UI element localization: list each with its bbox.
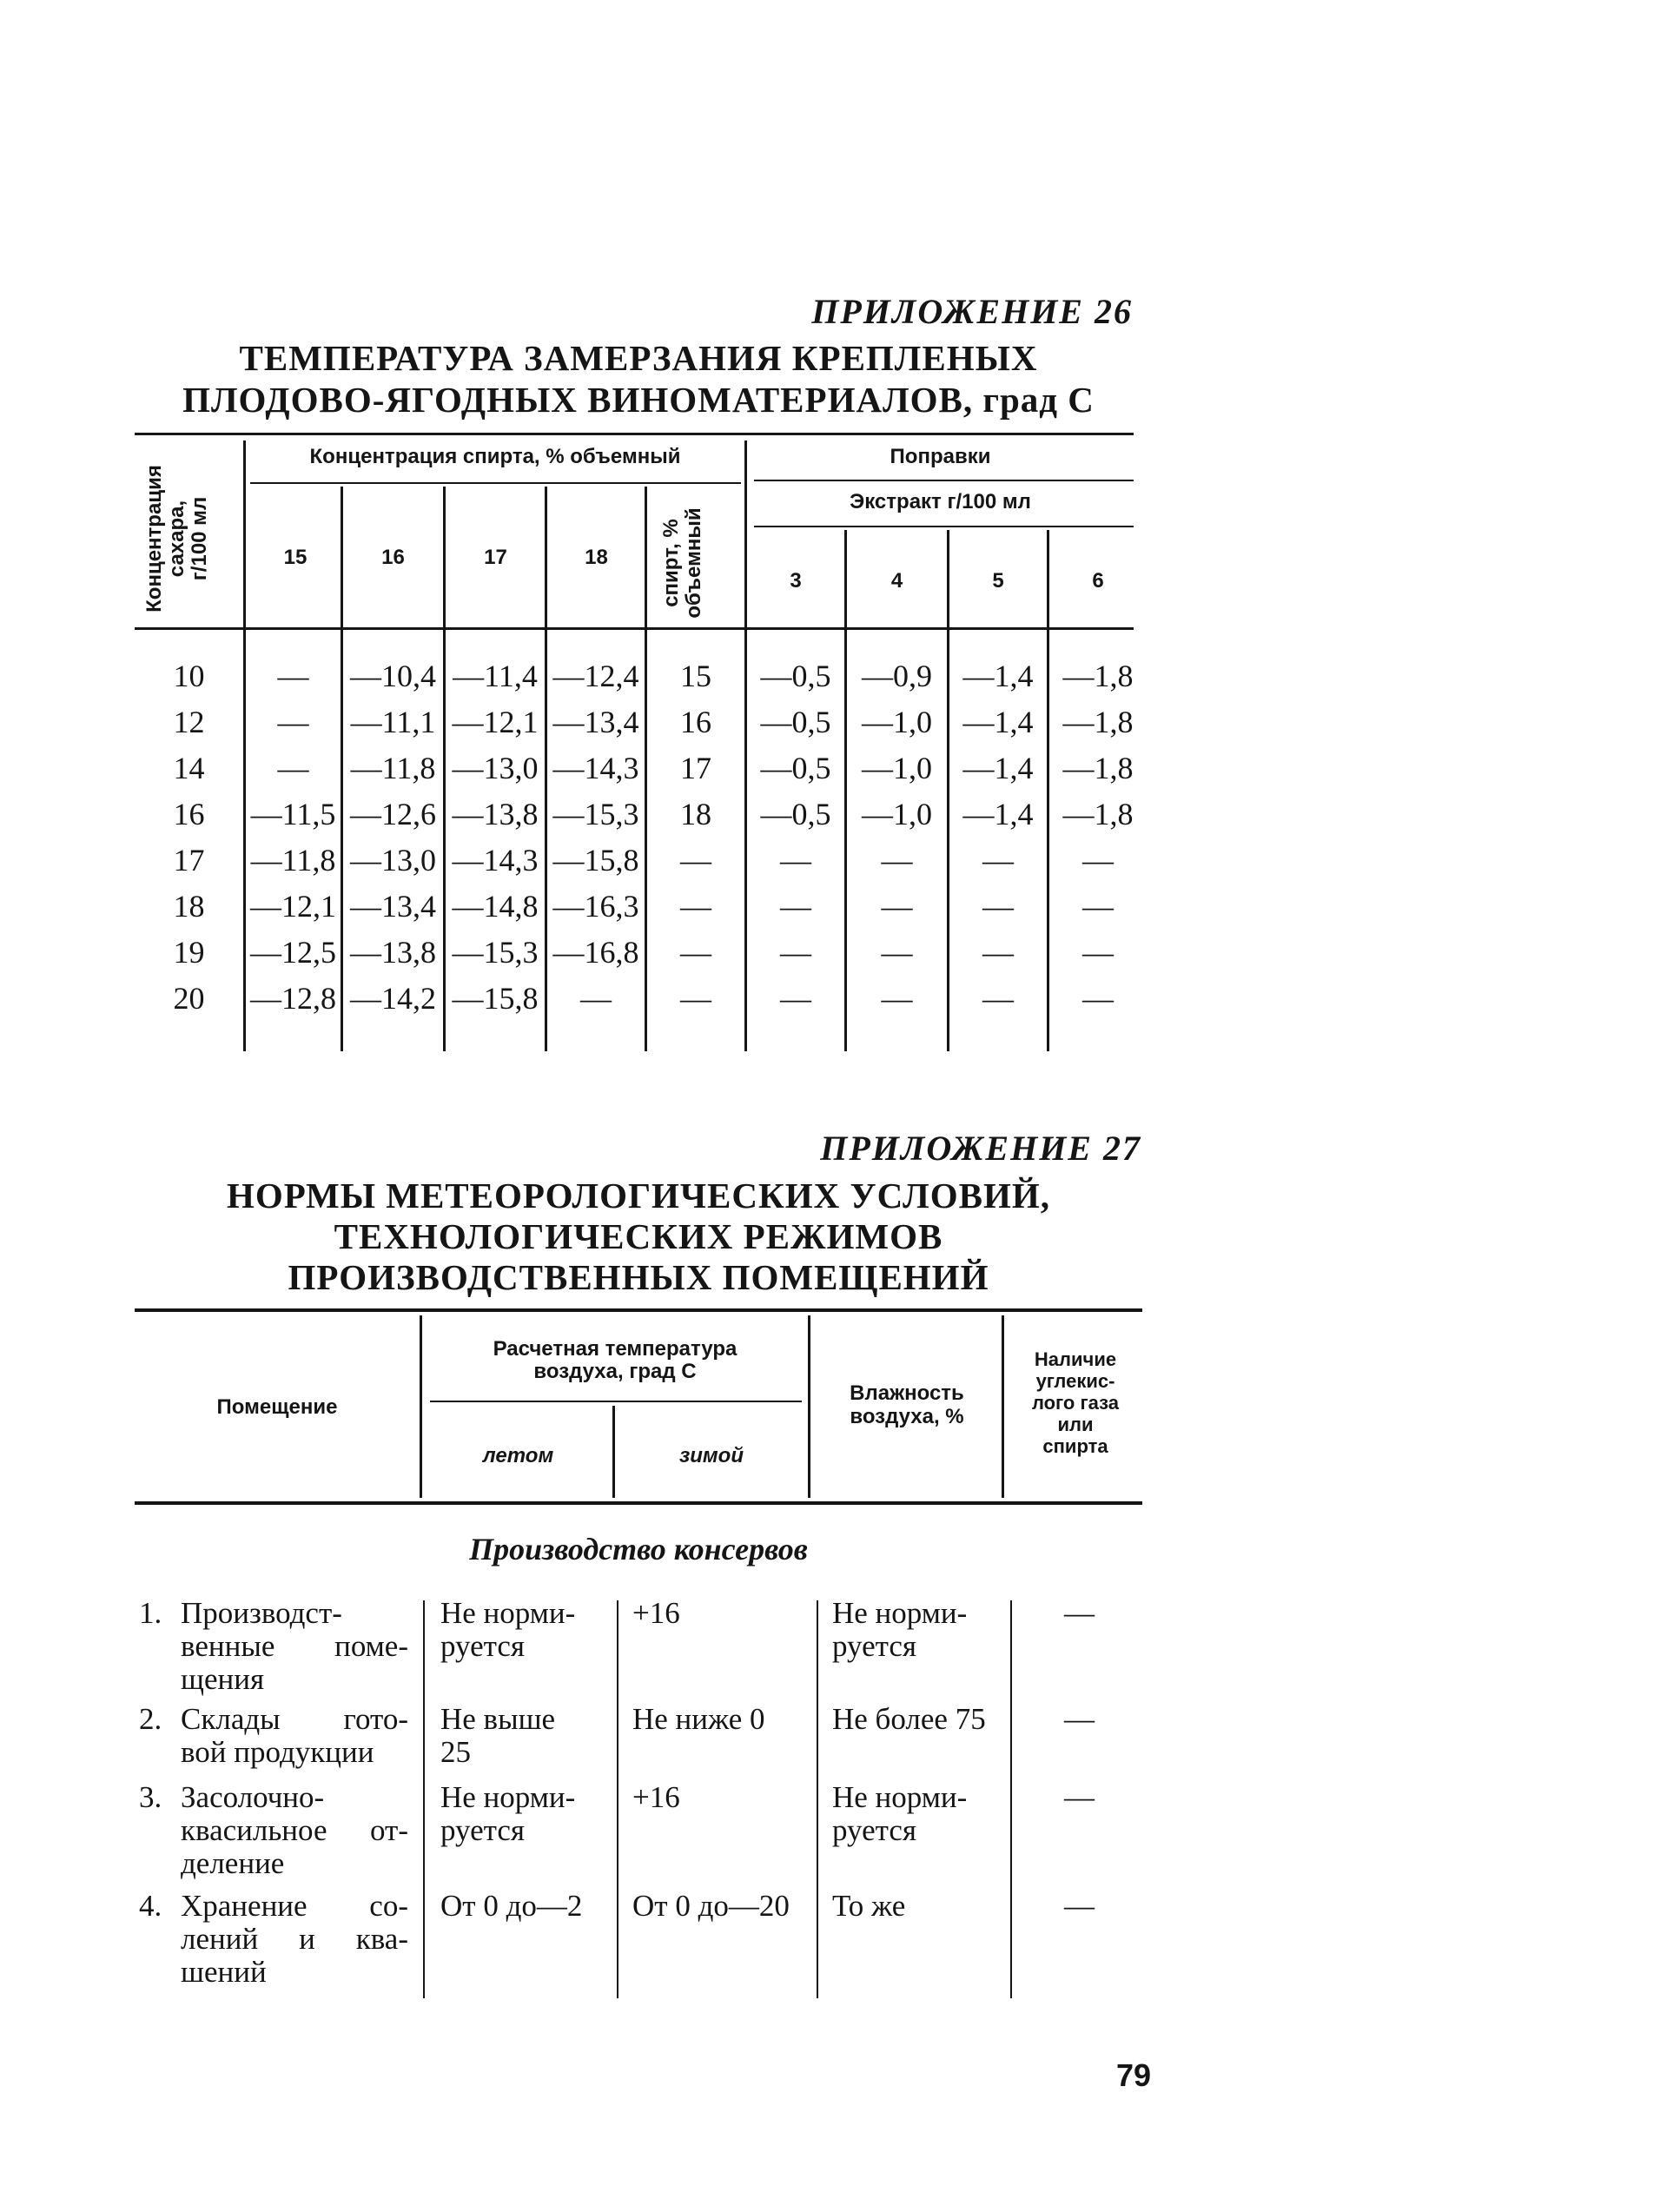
table-cell: —12,1	[452, 705, 539, 739]
room-name-cell	[181, 1703, 408, 1769]
temperature-header: Расчетная температура воздуха, град С	[493, 1337, 737, 1383]
table-cell: —	[780, 981, 811, 1016]
table-cell: —10,4	[350, 659, 436, 693]
table-cell: —1,4	[962, 705, 1034, 739]
table-cell: —13,4	[552, 705, 639, 739]
gas-cell: —	[1064, 1780, 1095, 1814]
cell-line: Засолочно-	[181, 1780, 325, 1814]
table-cell: —	[1082, 889, 1114, 924]
table-cell: —11,1	[350, 705, 436, 739]
table-cell: —0,5	[760, 797, 831, 831]
table-cell: —12,6	[350, 797, 436, 831]
table-cell: —13,8	[350, 935, 436, 970]
appendix-27-title-line3: ПРОИЗВОДСТВЕННЫХ ПОМЕЩЕНИЙ	[288, 1257, 989, 1297]
temperature-subheader-rule	[430, 1401, 802, 1402]
extract-header: Экстракт г/100 мл	[850, 490, 1031, 513]
table-cell: 15	[680, 659, 711, 693]
summer-temp-cell	[440, 1781, 614, 1847]
sugar-value-cell: 12	[173, 705, 205, 739]
cell-line: +16	[632, 1596, 680, 1630]
table-cell: —	[680, 889, 711, 924]
table-cell: —	[277, 705, 309, 739]
summer-temp-cell	[440, 1597, 614, 1663]
cell-line: деление	[181, 1846, 285, 1880]
summer-temp-cell	[440, 1890, 614, 1923]
table-cell: —1,4	[962, 751, 1034, 785]
cell-line: Не норми-	[832, 1596, 968, 1630]
table-cell: —	[680, 843, 711, 878]
corrections-header: Поправки	[890, 445, 991, 468]
cell-line: Не норми-	[832, 1780, 968, 1814]
row-number: 1.	[139, 1596, 162, 1630]
table-cell: —13,8	[452, 797, 539, 831]
row-number: 3.	[139, 1780, 162, 1814]
sugar-value-cell: 17	[173, 843, 205, 878]
cell-line: Не ниже 0	[632, 1702, 765, 1736]
appendix-26-title-line1: ТЕМПЕРАТУРА ЗАМЕРЗАНИЯ КРЕПЛЕНЫХ	[239, 338, 1038, 378]
table-cell: —1,8	[1062, 705, 1134, 739]
table-cell: —0,5	[760, 751, 831, 785]
table-cell: —11,8	[350, 751, 436, 785]
sugar-value-cell: 10	[173, 659, 205, 693]
table-cell: 16	[680, 705, 711, 739]
humidity-header: Влажность воздуха, %	[850, 1381, 964, 1428]
table-cell: —	[680, 981, 711, 1016]
cell-line: лений и ква-	[181, 1922, 408, 1956]
table-cell: —1,0	[862, 797, 932, 831]
cell-line: +16	[632, 1780, 680, 1814]
table-cell: —	[881, 889, 913, 924]
table-cell: —1,8	[1062, 751, 1134, 785]
table-cell: —0,5	[760, 659, 831, 693]
winter-temp-cell	[632, 1597, 815, 1630]
table-cell: —11,4	[453, 659, 538, 693]
table-cell: —	[277, 751, 309, 785]
alcohol-col-header: 15	[283, 546, 308, 569]
spirit-percent-header: спирт, % объемный	[659, 507, 705, 619]
table-cell: —13,0	[452, 751, 539, 785]
appendix-26-title-line2: ПЛОДОВО-ЯГОДНЫХ ВИНОМАТЕРИАЛОВ, град С	[182, 380, 1095, 420]
table-cell: —11,5	[250, 797, 336, 831]
appendix-27-title-line1: НОРМЫ МЕТЕОРОЛОГИЧЕСКИХ УСЛОВИЙ,	[227, 1176, 1050, 1215]
appendix-27-title-line2: ТЕХНОЛОГИЧЕСКИХ РЕЖИМОВ	[334, 1216, 943, 1256]
alcohol-col-header: 18	[585, 546, 608, 569]
table-cell: —	[982, 981, 1014, 1016]
winter-temp-cell	[632, 1703, 815, 1736]
table-cell: —1,4	[962, 659, 1034, 693]
table-cell: —	[780, 843, 811, 878]
row-number: 2.	[139, 1702, 162, 1736]
table-cell: —	[881, 935, 913, 970]
sugar-value-cell: 16	[173, 797, 205, 831]
cell-line: венные поме-	[181, 1629, 408, 1663]
table-cell: 17	[680, 751, 711, 785]
sugar-value-cell: 14	[173, 751, 205, 785]
table-cell: —11,8	[250, 843, 336, 878]
table-cell: —12,1	[250, 889, 336, 924]
cell-line: Хранение со-	[181, 1889, 408, 1923]
table-cell: —1,0	[862, 705, 932, 739]
table-cell: —12,4	[552, 659, 639, 693]
summer-temp-cell	[440, 1703, 614, 1769]
table-cell: —	[881, 843, 913, 878]
col-rule	[612, 1406, 615, 1498]
table-cell: —	[982, 843, 1014, 878]
cell-line: От 0 до—20	[632, 1889, 790, 1923]
table-cell: —15,8	[452, 981, 539, 1016]
table-cell: —0,9	[862, 659, 932, 693]
sugar-value-cell: 20	[173, 981, 205, 1016]
table-cell: —14,3	[452, 843, 539, 878]
alcohol-concentration-header: Концентрация спирта, % объемный	[309, 445, 681, 468]
table-cell: —16,8	[552, 935, 639, 970]
cell-line: руется	[440, 1813, 525, 1847]
sugar-value-cell: 18	[173, 889, 205, 924]
table-cell: —14,8	[452, 889, 539, 924]
row-number: 4.	[139, 1889, 162, 1923]
cell-line: Производст-	[181, 1596, 342, 1630]
winter-header: зимой	[679, 1444, 744, 1467]
cell-line: Не более 75	[832, 1702, 986, 1736]
extract-col-header: 4	[890, 569, 903, 593]
cell-line: Не выше	[440, 1702, 556, 1736]
table-cell: —13,4	[350, 889, 436, 924]
humidity-cell	[832, 1781, 1010, 1847]
cell-line: руется	[832, 1629, 916, 1663]
col-rule	[420, 1315, 422, 1498]
table-cell: —	[580, 981, 612, 1016]
gas-cell: —	[1064, 1596, 1095, 1630]
table-cell: 18	[680, 797, 711, 831]
table-cell: —	[680, 935, 711, 970]
cell-line: Не норми-	[440, 1780, 576, 1814]
summer-header: летом	[482, 1444, 554, 1467]
cell-line: щения	[181, 1662, 265, 1696]
table-cell: —1,0	[862, 751, 932, 785]
cell-line: руется	[832, 1813, 916, 1847]
alcohol-col-header: 17	[484, 546, 507, 569]
section-title: Производство консервов	[469, 1532, 808, 1566]
cell-line: вой продукции	[181, 1735, 374, 1769]
cell-line: шений	[181, 1955, 267, 1989]
humidity-cell	[832, 1597, 1010, 1663]
room-header: Помещение	[216, 1395, 338, 1419]
table-cell: —	[982, 935, 1014, 970]
col-rule	[423, 1600, 425, 1998]
alcohol-col-header: 16	[381, 546, 405, 569]
room-name-cell	[181, 1781, 408, 1880]
room-name-cell	[181, 1890, 408, 1989]
table-cell: —14,3	[552, 751, 639, 785]
header-bottom-rule	[135, 1501, 1142, 1505]
col-rule	[1002, 1315, 1004, 1498]
cell-line: То же	[832, 1889, 906, 1923]
table-top-rule	[135, 1308, 1142, 1312]
table-cell: —14,2	[350, 981, 436, 1016]
table-cell: —	[1082, 981, 1114, 1016]
humidity-cell	[832, 1703, 1010, 1736]
table-cell: —15,3	[552, 797, 639, 831]
table-cell: —	[1082, 935, 1114, 970]
table-cell: —15,8	[552, 843, 639, 878]
humidity-cell	[832, 1890, 1010, 1923]
table-cell: —	[277, 659, 309, 693]
cell-line: Склады гото-	[181, 1702, 408, 1736]
cell-line: Не норми-	[440, 1596, 576, 1630]
winter-temp-cell	[632, 1890, 815, 1923]
table-cell: —	[1082, 843, 1114, 878]
gas-cell: —	[1064, 1702, 1095, 1736]
cell-line: 25	[440, 1735, 471, 1769]
extract-col-header: 5	[992, 569, 1004, 593]
table-cell: —	[780, 935, 811, 970]
col-rule	[808, 1315, 810, 1498]
table-cell: —	[881, 981, 913, 1016]
table-cell: —12,8	[250, 981, 336, 1016]
extract-col-header: 3	[790, 569, 802, 593]
room-name-cell	[181, 1597, 408, 1696]
cell-line: квасильное от-	[181, 1813, 408, 1847]
table-cell: —12,5	[250, 935, 336, 970]
gas-cell: —	[1064, 1889, 1095, 1923]
table-cell: —16,3	[552, 889, 639, 924]
extract-col-header: 6	[1092, 569, 1104, 593]
gas-header: Наличие углекис- лого газа или спирта	[1031, 1348, 1120, 1457]
sugar-concentration-header: Концентрация сахара, г/100 мл	[142, 465, 211, 613]
table-cell: —	[780, 889, 811, 924]
table-cell: —15,3	[452, 935, 539, 970]
table-cell: —	[982, 889, 1014, 924]
cell-line: От 0 до—2	[440, 1889, 583, 1923]
table-cell: —1,8	[1062, 659, 1134, 693]
sugar-value-cell: 19	[173, 935, 205, 970]
col-rule	[1010, 1600, 1012, 1998]
appendix-26-label: ПРИЛОЖЕНИЕ 26	[811, 292, 1133, 331]
cell-line: руется	[440, 1629, 525, 1663]
winter-temp-cell	[632, 1781, 815, 1814]
page-number: 79	[1116, 2057, 1152, 2093]
col-rule	[817, 1600, 818, 1998]
col-rule	[617, 1600, 618, 1998]
table-cell: —13,0	[350, 843, 436, 878]
table-cell: —0,5	[760, 705, 831, 739]
appendix-27-label: ПРИЛОЖЕНИЕ 27	[820, 1129, 1141, 1168]
table-cell: —1,4	[962, 797, 1034, 831]
table-cell: —1,8	[1062, 797, 1134, 831]
